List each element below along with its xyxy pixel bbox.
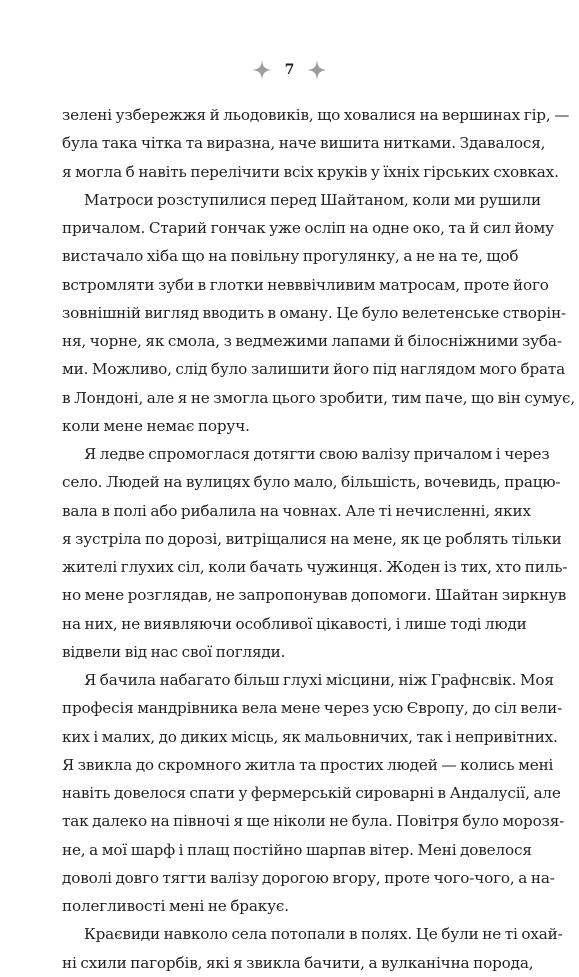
text-line: Я звикла до скромного житла та простих людей — колись мені (62, 755, 554, 774)
text-line: відвели від нас свої погляди. (62, 642, 286, 661)
text-line: зелені узбережжя й льодовиків, що ховалися на вершинах гір, — (62, 106, 570, 124)
text-line: встромляти зуби в глотки невввічливим матросам, проте його (62, 275, 549, 294)
text-line: но мене розглядав, не запропонував допомоги. Шайтан зиркнув (62, 586, 567, 605)
text-line: причалом. Старий гончак уже осліп на одне око, та й сил йому (62, 219, 554, 237)
text-line: в Лондоні, але я не змогла цього зробити, тим паче, що він сумує, (62, 388, 575, 407)
text-line: на них, не виявляючи особливої цікавості, і лише тоді люди (62, 614, 527, 633)
text-line: ких і малих, до диких місць, як мальовничих, так і непривітних. (62, 727, 558, 746)
text-line: так далеко на півночі я ще ніколи не була. Повітря було морозя- (62, 812, 565, 831)
text-line: село. Людей на вулицях було мало, більшість, вочевидь, працю- (62, 473, 561, 492)
paragraph (62, 920, 563, 977)
four-point-star-icon (306, 59, 328, 81)
text-line: професія мандрівника вела мене через усю Європу, до сіл вели- (62, 699, 563, 718)
text-line: доволі довго тягти валізу дорогою вгору, проте чого-чого, а на- (62, 868, 555, 887)
text-line: навіть довелося спати у фермерській сироварні в Андалусії, але (62, 784, 561, 802)
text-line: Я ледве спромоглася дотягти свою валізу причалом і через (84, 445, 550, 463)
paragraph (62, 666, 565, 920)
four-point-star-icon (251, 59, 273, 81)
text-line: я зустріла по дорозі, витріщалися на мене, як це роблять тільки (62, 529, 562, 548)
paragraph (62, 440, 568, 666)
text-line: Я бачила набагато більш глухі місцини, ніж Графнсвік. Моя (84, 671, 554, 689)
text-line: ні схили пагорбів, які я звикла бачити, а вулканічна порода, (62, 953, 534, 972)
text-line: Краєвиди навколо села потопали в полях. Це були не ті охай- (84, 925, 563, 944)
text-line: вистачало хіба що на повільну прогулянку, а не на те, щоб (62, 247, 519, 266)
page-number: 7 (284, 62, 295, 78)
text-line: Матроси розступилися перед Шайтаном, коли ми рушили (84, 190, 541, 209)
text-line: вала в полі або рибалила на човнах. Але ті нечисленні, яких (62, 501, 531, 520)
page-header (0, 58, 579, 82)
text-line: полегливості мені не бракує. (62, 897, 289, 915)
text-line: коли мене немає поруч. (62, 416, 250, 435)
text-line: зовнішній вигляд вводить в оману. Це було велетенське створін- (62, 303, 567, 322)
paragraph (62, 101, 570, 186)
text-line: жителі глухих сіл, коли бачать чужинця. Жоден із тих, хто пиль- (62, 558, 568, 576)
text-line: не, а мої шарф і плащ постійно шарпав вітер. Мені довелося (62, 840, 532, 859)
text-line: я могла б навіть перелічити всіх круків у їхніх гірських сховках. (62, 162, 559, 181)
text-line: ня, чорне, як смола, з ведмежими лапами й білосніжними зуба- (62, 332, 562, 350)
body-text (62, 101, 575, 977)
text-line: була така чітка та виразна, наче вишита нитками. Здавалося, (62, 134, 546, 153)
paragraph (62, 186, 575, 440)
text-line: ми. Можливо, слід було залишити його під наглядом мого брата (62, 360, 566, 379)
